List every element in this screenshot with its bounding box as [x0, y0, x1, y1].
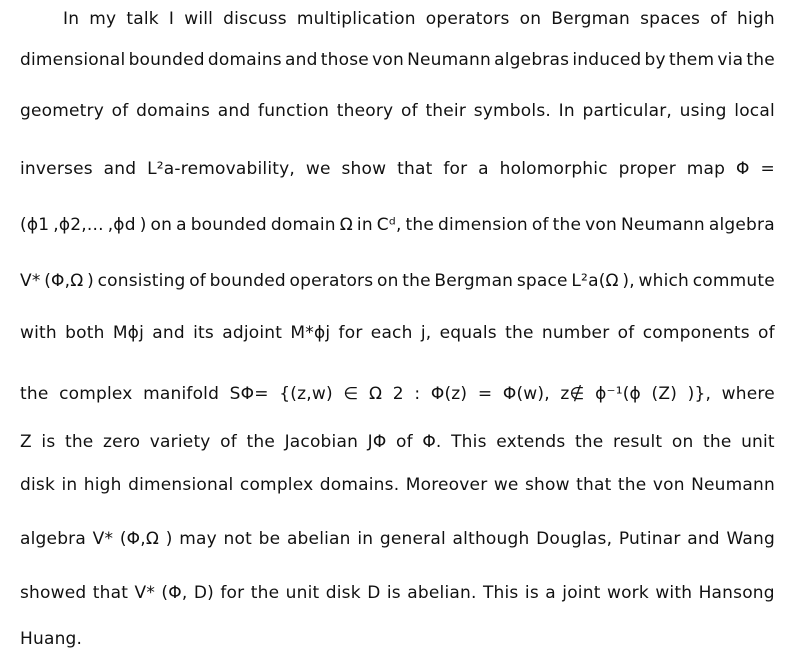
- word: Hansong: [698, 583, 775, 603]
- word: geometry: [20, 101, 104, 121]
- word: =: [760, 159, 775, 179]
- word: z∉: [560, 384, 585, 404]
- word: consisting: [97, 271, 186, 291]
- abstract-line-10: [20, 474, 775, 496]
- word: discuss: [223, 9, 287, 29]
- word: bounded: [128, 50, 205, 70]
- word: Neumann: [620, 215, 705, 235]
- word: in: [356, 215, 373, 235]
- word: (Φ,Ω: [119, 529, 160, 549]
- word: domains.: [319, 475, 400, 495]
- word: is: [386, 583, 401, 603]
- word: L²a(Ω: [571, 271, 619, 291]
- word: on: [671, 432, 694, 452]
- word: V*: [92, 529, 114, 549]
- word: bounded: [190, 215, 267, 235]
- word: variety: [149, 432, 211, 452]
- word: in: [61, 475, 78, 495]
- word: abelian.: [407, 583, 477, 603]
- word: and: [687, 529, 720, 549]
- word: j,: [420, 323, 432, 343]
- word: its: [193, 323, 214, 343]
- word: a: [545, 583, 556, 603]
- word: that: [576, 475, 612, 495]
- word: we: [493, 475, 519, 495]
- word: dimensional: [20, 50, 126, 70]
- word: algebras: [494, 50, 570, 70]
- word: complex: [59, 384, 133, 404]
- word: although: [452, 529, 530, 549]
- word: holomorphic: [499, 159, 608, 179]
- word: where: [721, 384, 775, 404]
- word: ): [87, 271, 94, 291]
- word: JΦ: [367, 432, 387, 452]
- word: and: [152, 323, 185, 343]
- word: their: [425, 101, 467, 121]
- word: result: [613, 432, 663, 452]
- word: theory: [336, 101, 394, 121]
- word: Moreover: [405, 475, 488, 495]
- word: von: [652, 475, 685, 495]
- word: which: [638, 271, 690, 291]
- abstract-line-3: [20, 100, 775, 122]
- word: space: [516, 271, 568, 291]
- word: general: [379, 529, 446, 549]
- word: von: [585, 215, 617, 235]
- word: of: [189, 271, 206, 291]
- word: the: [703, 432, 732, 452]
- word: domains: [136, 101, 211, 121]
- word: SΦ=: [229, 384, 269, 404]
- word: disk: [20, 475, 56, 495]
- word: and: [103, 159, 137, 179]
- word: (Φ,Ω: [44, 271, 84, 291]
- word: not: [223, 529, 252, 549]
- word: with: [655, 583, 693, 603]
- word: for: [443, 159, 468, 179]
- word: spaces: [640, 9, 701, 29]
- word: on: [150, 215, 173, 235]
- word: of: [111, 101, 129, 121]
- word: the: [246, 432, 275, 452]
- word: =: [477, 384, 493, 404]
- abstract-line-5: [20, 214, 775, 236]
- word: ): [139, 215, 147, 235]
- word: that: [397, 159, 433, 179]
- word: for: [220, 583, 245, 603]
- word: Φ.: [422, 432, 442, 452]
- word: will: [184, 9, 214, 29]
- word: inverses: [20, 159, 93, 179]
- word: high: [83, 475, 122, 495]
- word: disk: [325, 583, 361, 603]
- word: ),: [622, 271, 635, 291]
- word: Φ: [736, 159, 750, 179]
- word: the: [64, 432, 94, 452]
- word: von: [372, 50, 404, 70]
- word: adjoint: [222, 323, 283, 343]
- word: the: [617, 475, 647, 495]
- word: Ω: [339, 215, 353, 235]
- word: for: [338, 323, 363, 343]
- word: Putinar: [618, 529, 681, 549]
- word: Z: [20, 432, 32, 452]
- word: each: [370, 323, 413, 343]
- word: Cᵈ,: [376, 215, 402, 235]
- word: components: [642, 323, 750, 343]
- word: domain: [270, 215, 336, 235]
- word: D): [193, 583, 214, 603]
- word: high: [737, 9, 775, 29]
- word: that: [92, 583, 129, 603]
- word: operators: [289, 271, 374, 291]
- word: the: [505, 323, 534, 343]
- word: and: [217, 101, 251, 121]
- word: those: [320, 50, 369, 70]
- word: 2: [392, 384, 404, 404]
- word: of: [710, 9, 727, 29]
- word: ϕ⁻¹(ϕ: [595, 384, 641, 404]
- word: proper: [618, 159, 676, 179]
- word: domains: [207, 50, 282, 70]
- word: )},: [687, 384, 712, 404]
- word: equals: [439, 323, 497, 343]
- word: map: [686, 159, 726, 179]
- word: the: [405, 215, 435, 235]
- word: L²a-removability,: [147, 159, 295, 179]
- word: of: [220, 432, 237, 452]
- word: function: [258, 101, 330, 121]
- word: abelian: [286, 529, 351, 549]
- word: In: [63, 9, 80, 29]
- word: the: [574, 432, 604, 452]
- abstract-line-1: [63, 8, 775, 30]
- word: them: [668, 50, 715, 70]
- word: a: [478, 159, 489, 179]
- word: the: [552, 215, 582, 235]
- word: Ω: [368, 384, 383, 404]
- word: ∈: [343, 384, 359, 404]
- word: induced: [572, 50, 642, 70]
- word: symbols.: [473, 101, 551, 121]
- word: (ϕ1: [20, 215, 50, 235]
- word: Φ(z): [430, 384, 468, 404]
- word: zero: [103, 432, 141, 452]
- word: is: [524, 583, 539, 603]
- word: on: [376, 271, 399, 291]
- word: M*ϕj: [290, 323, 331, 343]
- abstract-line-11: [20, 528, 775, 550]
- word: the: [402, 271, 431, 291]
- word: operators: [425, 9, 510, 29]
- word: Neumann: [691, 475, 775, 495]
- word: number: [541, 323, 610, 343]
- abstract-line-12: [20, 582, 775, 604]
- word: the: [20, 384, 49, 404]
- abstract-line-7: [20, 322, 775, 344]
- word: of: [395, 432, 413, 452]
- word: in: [357, 529, 374, 549]
- word: via: [717, 50, 744, 70]
- word: I: [168, 9, 175, 29]
- word: ,ϕ2,...: [53, 215, 104, 235]
- word: Wang: [726, 529, 775, 549]
- word: the: [250, 583, 280, 603]
- word: This: [482, 583, 519, 603]
- word: {(z,w): [279, 384, 333, 404]
- word: and: [285, 50, 318, 70]
- word: talk: [126, 9, 159, 29]
- word: Jacobian: [284, 432, 359, 452]
- word: manifold: [143, 384, 220, 404]
- word: In: [558, 101, 575, 121]
- word: the: [746, 50, 775, 70]
- abstract-line-13: Huang.: [20, 629, 83, 649]
- word: be: [258, 529, 281, 549]
- word: Douglas,: [536, 529, 613, 549]
- word: my: [89, 9, 117, 29]
- word: by: [644, 50, 666, 70]
- word: Neumann: [407, 50, 491, 70]
- word: D: [367, 583, 381, 603]
- word: Mϕj: [112, 323, 145, 343]
- word: commute: [692, 271, 775, 291]
- word: Bergman: [434, 271, 514, 291]
- word: dimensional: [128, 475, 234, 495]
- word: :: [414, 384, 421, 404]
- word: of: [400, 101, 418, 121]
- abstract-line-2: [20, 49, 775, 71]
- word: V*: [134, 583, 156, 603]
- word: both: [65, 323, 105, 343]
- word: algebra: [708, 215, 775, 235]
- word: dimension: [438, 215, 528, 235]
- abstract-line-4: [20, 158, 775, 180]
- word: of: [531, 215, 549, 235]
- word: work: [606, 583, 649, 603]
- word: (Φ,: [161, 583, 188, 603]
- word: of: [617, 323, 635, 343]
- word: complex: [239, 475, 314, 495]
- word: unit: [741, 432, 775, 452]
- word: extends: [496, 432, 566, 452]
- word: show: [341, 159, 387, 179]
- abstract-line-8: [20, 383, 775, 405]
- word: ,ϕd: [107, 215, 136, 235]
- word: local: [734, 101, 775, 121]
- word: unit: [285, 583, 320, 603]
- word: multiplication: [296, 9, 416, 29]
- word: we: [305, 159, 331, 179]
- word: V*: [20, 271, 41, 291]
- word: is: [41, 432, 56, 452]
- word: on: [519, 9, 542, 29]
- word: a: [176, 215, 187, 235]
- word: using: [679, 101, 727, 121]
- abstract-line-9: [20, 431, 775, 453]
- word: showed: [20, 583, 87, 603]
- word: bounded: [209, 271, 286, 291]
- word: algebra: [20, 529, 86, 549]
- word: may: [179, 529, 217, 549]
- word: ): [165, 529, 173, 549]
- word: Φ(w),: [502, 384, 550, 404]
- word: This: [451, 432, 487, 452]
- word: of: [758, 323, 775, 343]
- word: particular,: [582, 101, 672, 121]
- word: Bergman: [551, 9, 631, 29]
- word: (Z): [651, 384, 678, 404]
- word: with: [20, 323, 57, 343]
- word: show: [525, 475, 570, 495]
- abstract-line-6: [20, 270, 775, 292]
- word: joint: [562, 583, 601, 603]
